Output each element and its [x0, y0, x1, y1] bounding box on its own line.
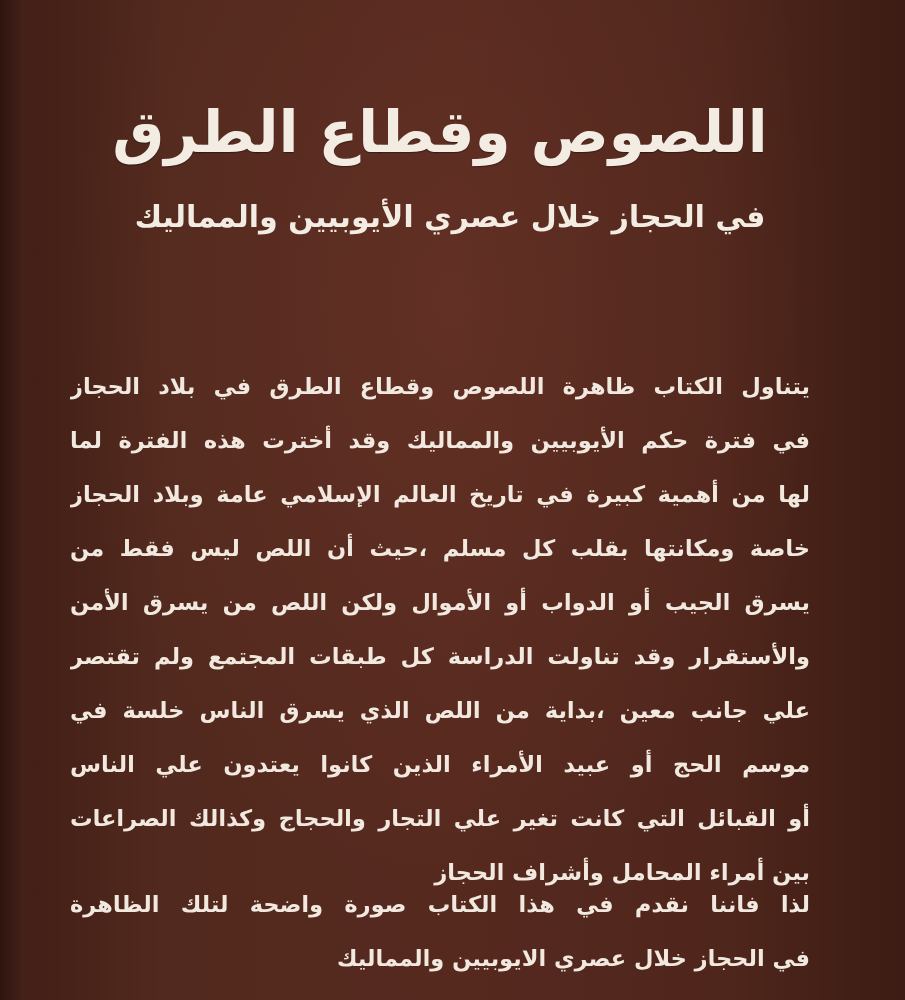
- description-line: يسرق الجيب أو الدواب أو الأموال ولكن اللص من يسرق الأمن: [70, 590, 810, 616]
- description-line: والأستقرار وقد تناولت الدراسة كل طبقات المجتمع ولم تقتصر: [70, 644, 810, 670]
- description-line: لها من أهمية كبيرة في تاريخ العالم الإسلامي عامة وبلاد الحجاز: [70, 482, 810, 508]
- description-line: علي جانب معين ،بداية من اللص الذي يسرق الناس خلسة في: [70, 698, 810, 724]
- description-line: خاصة ومكانتها بقلب كل مسلم ،حيث أن اللص ليس فقط من: [70, 536, 810, 562]
- description-line: لذا فاننا نقدم في هذا الكتاب صورة واضحة لتلك الظاهرة: [70, 892, 810, 918]
- cover-spine-edge: [0, 0, 38, 1000]
- description-line: بين أمراء المحامل وأشراف الحجاز: [434, 860, 810, 886]
- description-paragraph-2: [70, 878, 810, 986]
- description-line: في فترة حكم الأيوبيين والمماليك وقد أخترت هذه الفترة لما: [70, 428, 810, 454]
- description-line: أو القبائل التي كانت تغير علي التجار والحجاج وكذالك الصراعات: [70, 806, 810, 832]
- description-line: في الحجاز خلال عصري الايوبيين والمماليك: [336, 946, 810, 972]
- book-title: اللصوص وقطاع الطرق: [112, 98, 768, 166]
- description-line: موسم الحج أو عبيد الأمراء الذين كانوا يعتدون علي الناس: [70, 752, 810, 778]
- description-line: يتناول الكتاب ظاهرة اللصوص وقطاع الطرق في بلاد الحجاز: [70, 374, 810, 400]
- description-paragraph-1: [70, 360, 810, 900]
- book-subtitle: في الحجاز خلال عصري الأيوبيين والمماليك: [134, 200, 766, 235]
